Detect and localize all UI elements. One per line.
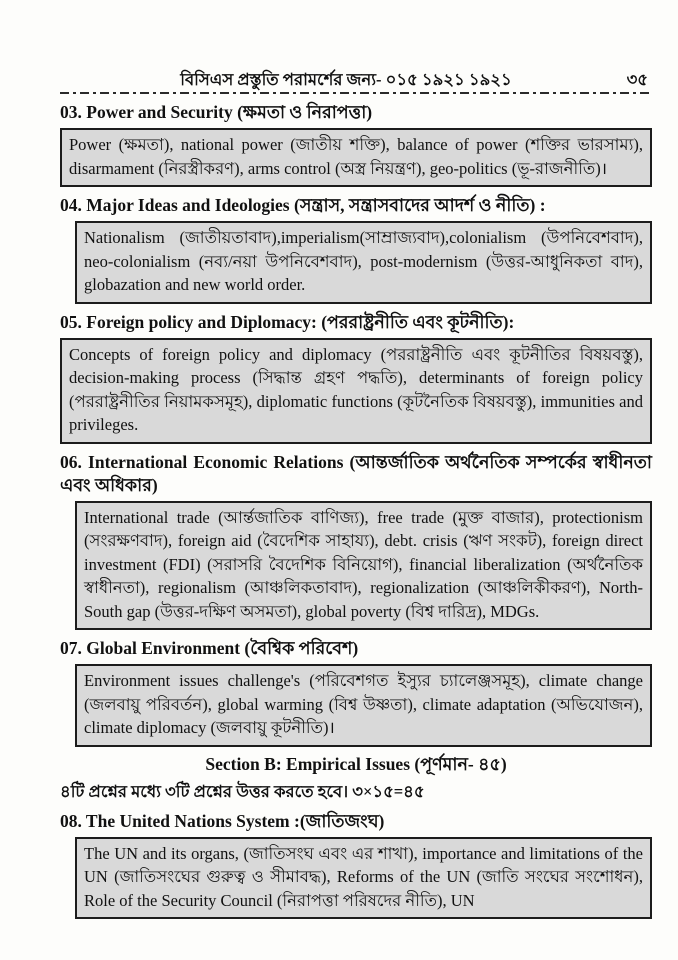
header-divider-rule [60,91,652,94]
section-heading-04: 04. Major Ideas and Ideologies (সন্ত্রাস, সন্ত্রাসবাদের আদর্শ ও নীতি) : [60,195,546,215]
section-b-instruction: ৪টি প্রশ্নের মধ্যে ৩টি প্রশ্নের উত্তর করতে হবে। ৩×১৫=৪৫ [60,781,425,801]
section-box-03: Power (ক্ষমতা), national power (জাতীয় শক্তি), balance of power (শক্তির ভারসাম্য), disarmament (নিরস্ত্রীকরণ), arms control (অস্ত্র নিয়ন্ত্রণ), geo-politics (ভূ-রাজনীতি)। [60,128,652,187]
page-number: ৩৫ [626,70,648,89]
section-heading-06: 06. International Economic Relations (আন্তর্জাতিক অর্থনৈতিক সম্পর্কের স্বাধীনতা এবং অধিকার) [60,451,652,495]
section-box-07: Environment issues challenge's (পরিবেশগত ইস্যুর চ্যালেঞ্জসমূহ), climate change (জলবায়ু পরিবর্তন), global warming (বিশ্ব উষ্ণতা), climate adaptation (অভিযোজন), climate diplomacy (জলবায়ু কূটনীতি)। [75,664,652,747]
section-heading-08: 08. The United Nations System :(জাতিজংঘ) [60,810,385,831]
section-box-08: The UN and its organs, (জাতিসংঘ এবং এর শাখা), importance and limitations of the UN (জাতিসংঘের গুরুত্ব ও সীমাবদ্ধ), Reforms of the UN (জাতি সংঘের সংশোধন), Role of the Security Council (নিরাপত্তা পরিষদের নীতি), UN [75,837,652,920]
section-box-05: Concepts of foreign policy and diplomacy (পররাষ্ট্রনীতি এবং কূটনীতির বিষয়বস্তু), decision-making process (সিদ্ধান্ত গ্রহণ পদ্ধতি), determinants of foreign policy (পররাষ্ট্রনীতির নিয়ামকসমূহ), diplomatic functions (কূটনৈতিক বিষয়বস্তু), immunities and privileges. [60,338,652,444]
header-title: বিসিএস প্রস্তুতি পরামর্শের জন্য- ০১৫ ১৯২১ ১৯২১ [180,70,512,89]
section-box-04: Nationalism (জাতীয়তাবাদ),imperialism(সাম্রাজ্যবাদ),colonialism (উপনিবেশবাদ), neo-colonialism (নব্য/নয়া উপনিবেশবাদ), post-modernism (উত্তর-আধুনিকতা বাদ), globazation and new world order. [75,221,652,304]
section-heading-05: 05. Foreign policy and Diplomacy: (পররাষ্ট্রনীতি এবং কূটনীতি): [60,311,515,332]
page-header [60,70,652,90]
section-b-title: Section B: Empirical Issues (পূর্ণমান- ৪৫) [205,753,507,774]
section-heading-07: 07. Global Environment (বৈশ্বিক পরিবেশ) [60,638,359,658]
section-box-06: International trade (আর্ন্তজাতিক বাণিজ্য), free trade (মুক্ত বাজার), protectionism (সংরক্ষণবাদ), foreign aid (বৈদেশিক সাহায্য), debt. crisis (ঋণ সংকট), foreign direct investment (FDI) (সরাসরি বৈদেশিক বিনিয়োগ), financial liberalization (অর্থনৈতিক স্বাধীনতা), regionalism (আঞ্চলিকতাবাদ), regionalization (আঞ্চলিকীকরণ), North-South gap (উত্তর-দক্ষিণ অসমতা), global poverty (বিশ্ব দারিদ্র), MDGs. [75,501,652,631]
section-heading-03: 03. Power and Security (ক্ষমতা ও নিরাপত্তা) [60,102,373,122]
